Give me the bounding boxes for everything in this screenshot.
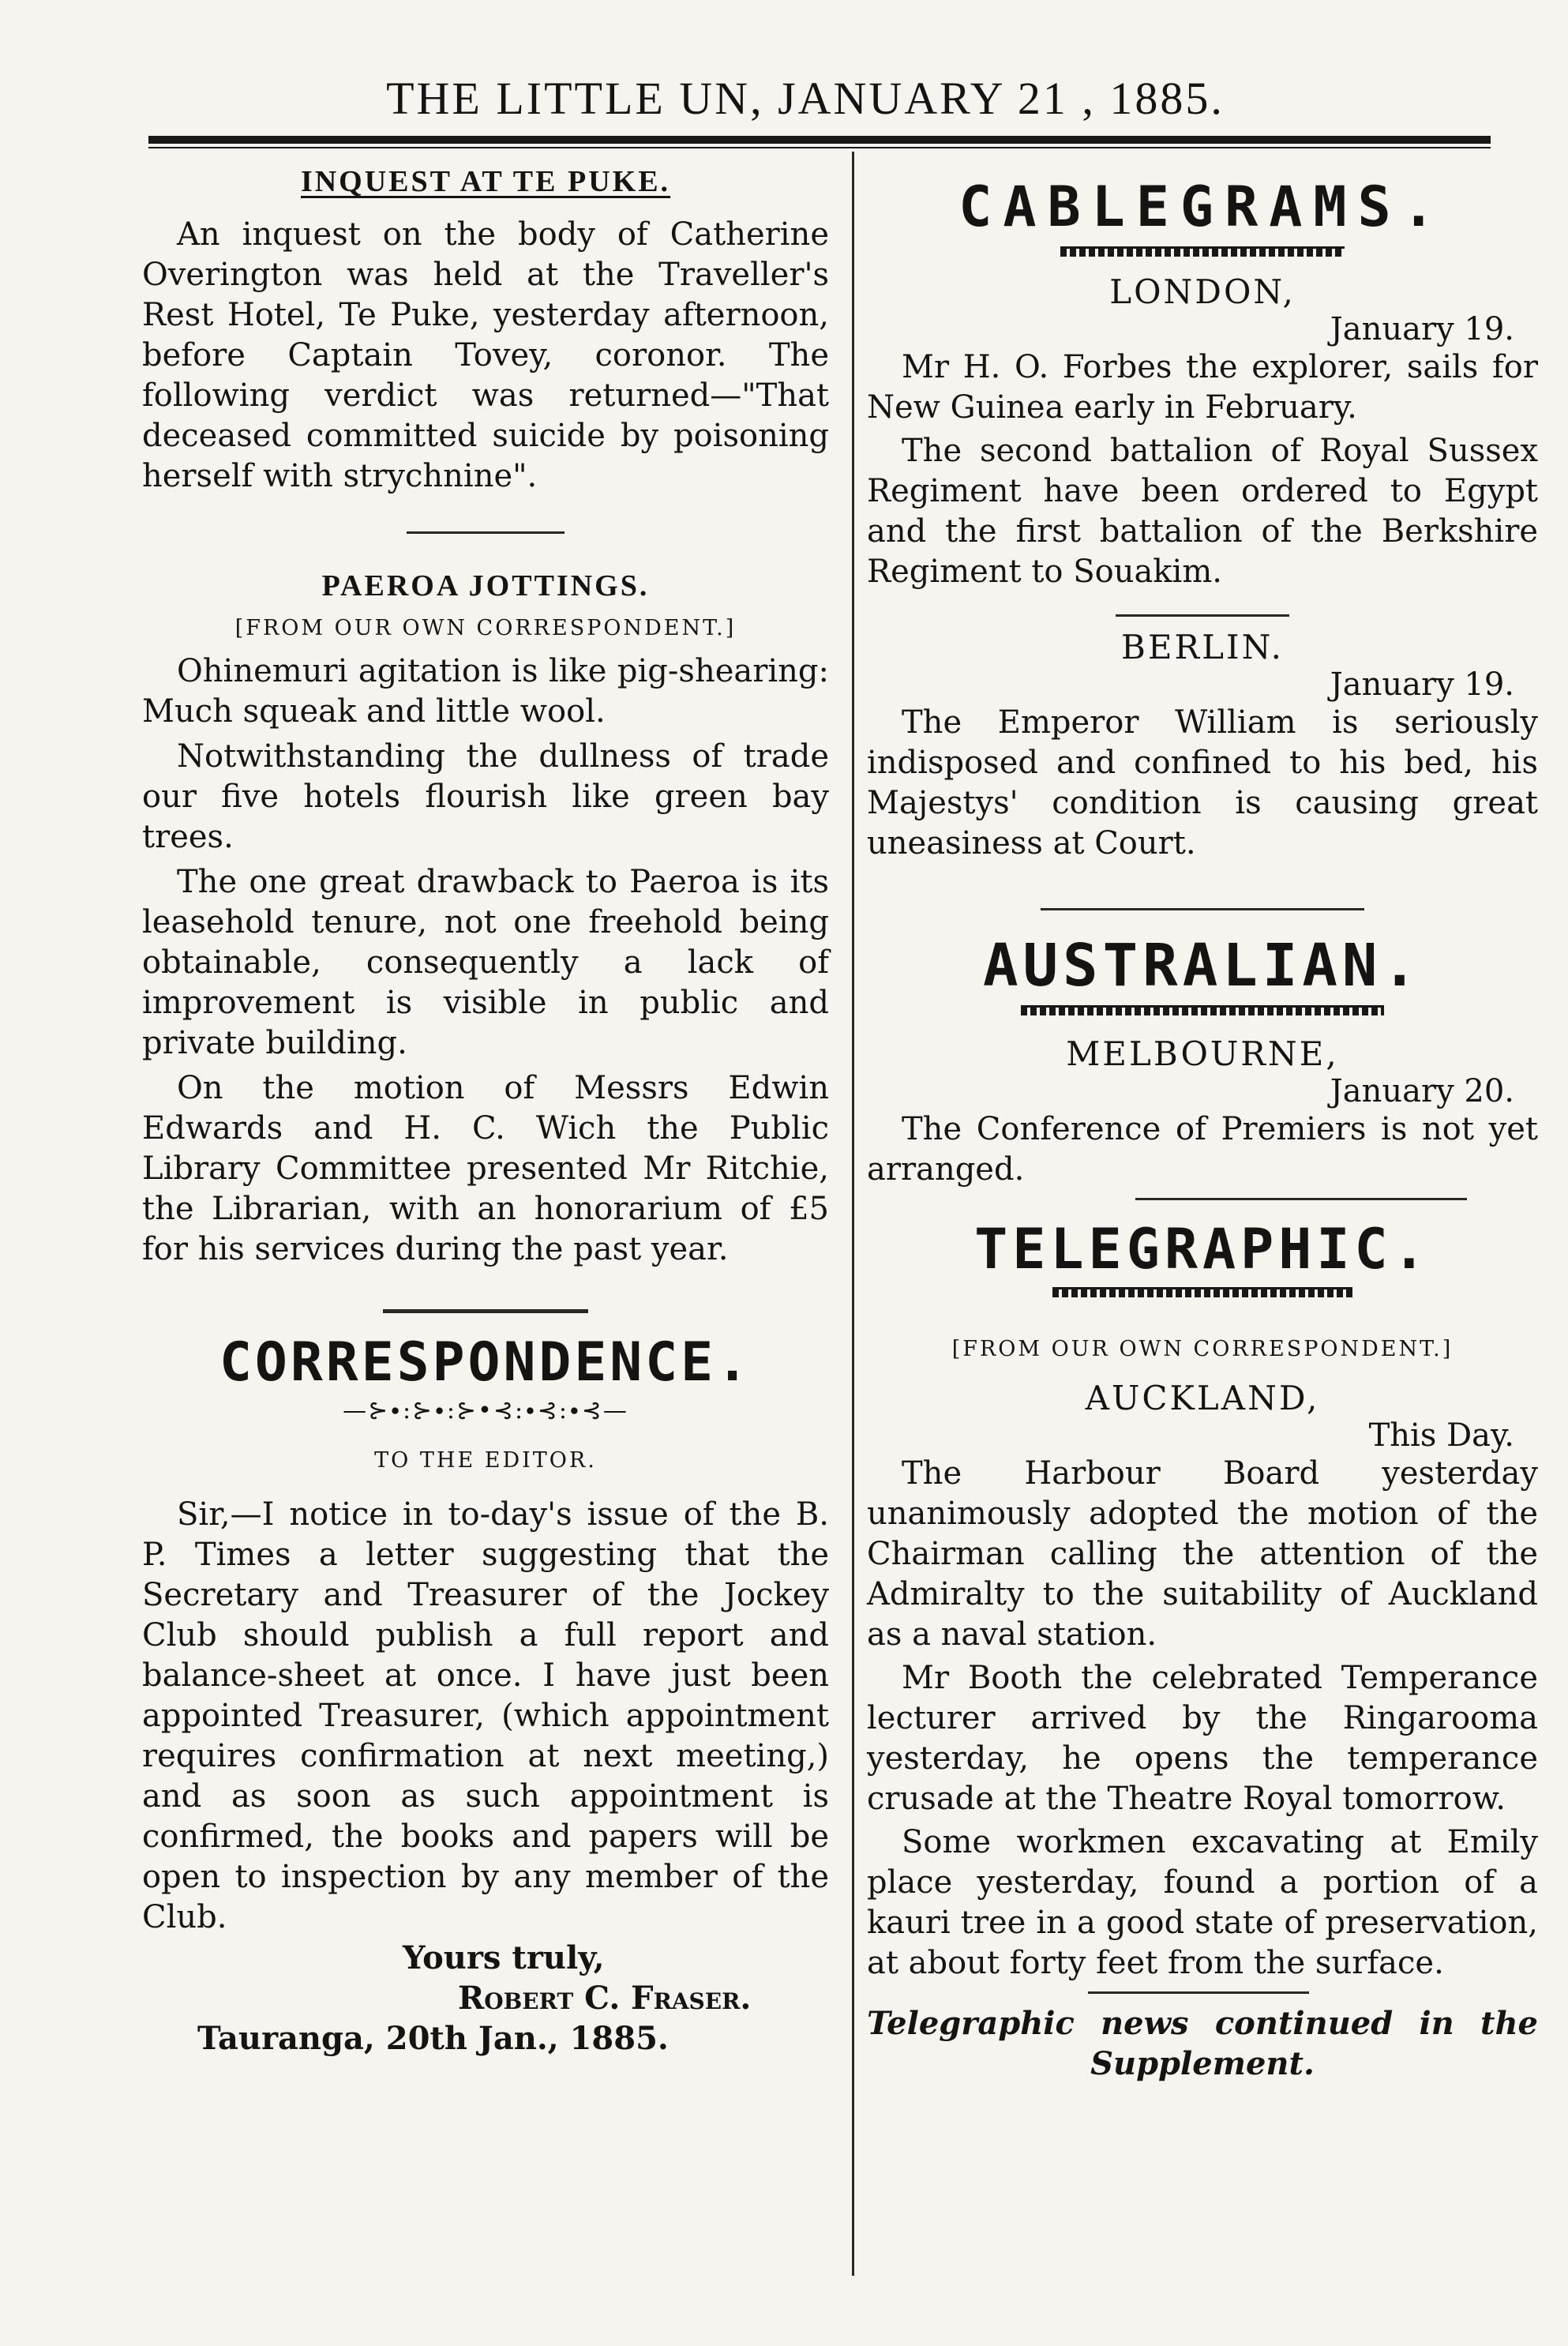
dateline-date: January 19. — [1330, 666, 1514, 703]
telegraphic-paragraph: Some workmen excavating at Emily place yesterday, found a portion of a kauri tree in a good state of preservation, at about forty feet from the surface. — [867, 1824, 1538, 1981]
australian-paragraph: The Conference of Premiers is not yet arranged. — [867, 1111, 1538, 1188]
telegraphic-heading: TELEGRAPHIC. — [974, 1217, 1431, 1282]
dateline-date: This Day. — [1368, 1417, 1514, 1454]
dateline-date: January 20. — [1330, 1073, 1514, 1109]
masthead — [150, 63, 1461, 134]
masthead-rule-thin — [148, 147, 1491, 148]
article-cablegrams — [867, 167, 1538, 864]
continued-note: Telegraphic news continued in the — [867, 2005, 1538, 2042]
letter-closing: Yours truly, — [403, 1939, 605, 1976]
dateline-date: January 19. — [1330, 311, 1514, 347]
cablegrams-heading: CABLEGRAMS. — [958, 175, 1446, 239]
wavy-rule — [1021, 1005, 1384, 1015]
masthead-title: THE LITTLE UN, JANUARY 21 , 1885. — [386, 73, 1225, 124]
masthead-rule — [148, 136, 1491, 144]
article-telegraphic — [867, 1211, 1538, 2084]
dateline-place: MELBOURNE, — [1066, 1034, 1339, 1073]
telegraphic-paragraph: The Harbour Board yesterday unanimously adopted the motion of the Chairman calling the attention of the Admiralty to the suitability of Auckland as a naval station. — [867, 1455, 1538, 1653]
dateline-place: AUCKLAND, — [1085, 1379, 1320, 1417]
cable-paragraph: The second battalion of Royal Sussex Regiment have been ordered to Egypt and the first battalion of the Berkshire Regiment to Souakim. — [867, 433, 1538, 590]
paeroa-subheading: [FROM OUR OWN CORRESPONDENT.] — [234, 616, 737, 640]
divider-rule — [1135, 1198, 1467, 1200]
article-inquest — [142, 164, 829, 497]
letter-signature: Robert C. Fraser. — [458, 1980, 752, 2017]
dateline-place: BERLIN. — [1120, 628, 1285, 666]
divider-rule — [1088, 1991, 1309, 1994]
cable-paragraph: Mr H. O. Forbes the explorer, sails for New Guinea early in February. — [867, 349, 1538, 426]
article-correspondence — [142, 1329, 829, 2059]
wavy-rule — [1060, 246, 1345, 257]
letter-body: Sir,—I notice in to-day's issue of the B. P. Times a letter suggesting that the Secretary and Treasurer of the Jockey Club should publish a full report and balance-sheet at once. I have just been appointed Treasurer, (which appointment requires confirmation at next meeting,) and as soon as such appointment is confirmed, the books and papers will be open to inspection by any member of the Club. — [142, 1496, 829, 1935]
ornament-divider: —⊱∙:⊱∙:⊱•⊰:∙⊰:∙⊰— — [343, 1397, 628, 1424]
continued-note-line2: Supplement. — [1090, 2045, 1315, 2082]
cable-paragraph: The Emperor William is seriously indisposed and confined to his bed, his Majestys' condition is causing great uneasiness at Court. — [867, 704, 1538, 861]
article-paeroa — [142, 569, 829, 1270]
right-column — [867, 158, 1538, 2084]
divider-rule — [407, 531, 565, 534]
divider-rule — [383, 1309, 588, 1313]
inquest-heading: INQUEST AT TE PUKE. — [300, 165, 671, 198]
correspondence-heading: CORRESPONDENCE. — [219, 1331, 752, 1394]
to-editor-label: TO THE EDITOR. — [374, 1448, 597, 1473]
paeroa-paragraph: Ohinemuri agitation is like pig-shearing: Much squeak and little wool. — [142, 653, 829, 730]
dateline-place: LONDON, — [1109, 272, 1296, 311]
telegraphic-paragraph: Mr Booth the celebrated Temperance lecturer arrived by the Ringarooma yesterday, he opens the temperance crusade at the Theatre Royal tomorrow. — [867, 1660, 1538, 1817]
article-australian — [867, 926, 1538, 1190]
paeroa-paragraph: Notwithstanding the dullness of trade our five hotels flourish like green bay trees. — [142, 738, 829, 855]
divider-rule — [1041, 908, 1364, 910]
column-divider — [852, 152, 854, 2276]
telegraphic-subheading: [FROM OUR OWN CORRESPONDENT.] — [951, 1337, 1454, 1361]
inquest-paragraph: An inquest on the body of Catherine Overington was held at the Traveller's Rest Hotel, Te Puke, yesterday afternoon, before Captain Tovey, coronor. The following verdict was returned—"That deceased committed suicide by poisoning herself with strychnine". — [142, 216, 829, 494]
wavy-rule — [1052, 1287, 1352, 1297]
paeroa-heading: PAEROA JOTTINGS. — [321, 569, 650, 602]
australian-heading: AUSTRALIAN. — [982, 932, 1423, 1000]
paeroa-paragraph: The one great drawback to Paeroa is its leasehold tenure, not one freehold being obtainable, consequently a lack of improvement is visible in public and private building. — [142, 864, 829, 1061]
paeroa-paragraph: On the motion of Messrs Edwin Edwards and H. C. Wich the Public Library Committee presented Mr Ritchie, the Librarian, with an honorarium of £5 for his services during the past year. — [142, 1070, 829, 1267]
left-column — [142, 158, 829, 2059]
letter-dateline: Tauranga, 20th Jan., 1885. — [197, 2020, 669, 2057]
